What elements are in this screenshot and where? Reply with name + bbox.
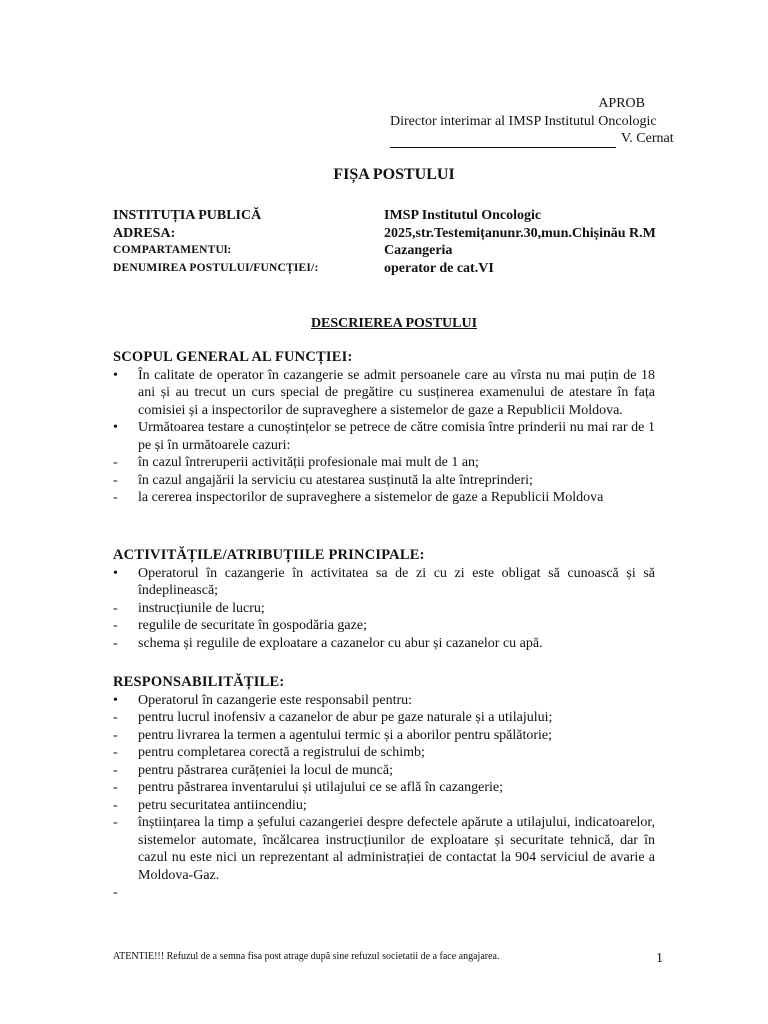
list-item [113,709,655,727]
list-item [113,884,655,902]
list-text [138,884,655,902]
list-marker: - [113,727,118,743]
list-item [113,814,655,884]
info-value: Cazangeria [384,243,453,258]
list-text: Operatorul în cazangerie este responsabil pentru: [138,692,413,708]
list-marker: - [113,472,118,488]
list-item [113,617,655,635]
list-text: pentru păstrarea curățeniei la locul de muncă; [138,762,393,778]
approval-signature-row [390,130,678,148]
list-marker: - [113,797,118,813]
section-responsibilities [113,674,655,902]
list-text: petru securitatea antiincendiu; [138,797,307,813]
section-activities [113,547,655,652]
list-item [113,600,655,618]
list-item [113,565,655,600]
info-value: IMSP Institutul Oncologic [384,208,542,223]
info-key: INSTITUȚIA PUBLICĂ [113,208,262,223]
list-item [113,744,655,762]
list-item [113,727,655,745]
approval-position: Director interimar al IMSP Institutul Oncologic [390,113,657,129]
list-item [113,635,655,653]
list-marker: • [113,565,118,581]
info-key: ADRESA: [113,225,176,241]
list-marker: • [113,420,118,435]
list-marker: - [113,885,118,900]
list-item [113,472,655,490]
list-text: în cazul întreruperii activității profesionale mai mult de 1 an; [138,455,479,470]
document-title: FIȘA POSTULUI [333,166,455,183]
list-text: la cererea inspectorilor de supraveghere a sistemelor de gaze a Republicii Moldova [138,490,604,505]
section-scope [113,349,655,507]
list-marker: - [113,618,118,633]
description-title: DESCRIEREA POSTULUI [310,316,478,331]
list-marker: - [113,745,118,760]
list-text: instrucțiunile de lucru; [138,600,265,616]
footer-warning: ATENTIE!!! Refuzul de a semna fisa post atrage după sine refuzul societatii de a face angajarea. [113,951,500,962]
list-text: pentru livrarea la termen a agentului termic și a aborilor pentru spălătorie; [138,727,552,743]
approval-label: APROB [598,96,645,111]
section-heading: ACTIVITĂȚILE/ATRIBUȚIILE PRINCIPALE: [113,547,425,563]
info-row [113,260,693,278]
list-marker: - [113,490,118,505]
list-marker: - [113,780,118,795]
list-item [113,367,655,420]
list-item [113,419,655,454]
list-text: Operatorul în cazangerie în activitatea sa de zi cu zi este obligat să cunoască și să îndeplinească; [138,565,655,598]
approval-block [390,95,678,148]
list-text: În calitate de operator în cazangerie se admit persoanele care au vîrsta nu mai puțin de 18 ani și au trecut un curs special de pregătire cu susținerea examenului de atestare în fața comisiei și a inspectorilor de supraveghere a sistemelor de gaze a Republicii Moldova. [138,367,655,418]
institution-info [113,207,693,277]
list-marker: - [113,815,118,830]
list-item [113,692,655,710]
section-heading: SCOPUL GENERAL AL FUNCȚIEI: [113,349,353,365]
list-marker: • [113,367,118,383]
list-marker: - [113,762,118,778]
page-footer [113,948,663,968]
info-row [113,225,693,243]
list-marker: - [113,710,118,725]
info-row [113,207,693,225]
list-item [113,779,655,797]
info-value: 2025,str.Testemițanunr.30,mun.Chișinău R.M [384,225,656,241]
list-marker: - [113,600,118,616]
list-text: pentru completarea corectă a registrului de schimb; [138,745,425,760]
info-key: COMPARTAMENTUl: [113,244,232,256]
list-text: schema și regulile de exploatare a cazanelor cu abur și cazanelor cu apă. [138,635,543,651]
list-marker: • [113,692,118,708]
list-item [113,762,655,780]
info-key: DENUMIREA POSTULUI/FUNCȚIEI/: [113,261,319,274]
list-text: înștiințarea la timp a șefului cazangeriei despre defectele apărute a utilajului, indicatoarelor, sistemelor automate, încălcarea instrucțiunilor de exploatare și securitate tehnică, dar în cazul nu este nici un reprezentant al administrației de contactat la 904 serviciul de avarie a Moldova-Gaz. [138,815,655,883]
approval-signature-name: V. Cernat [621,131,674,146]
section-heading: RESPONSABILITĂȚILE: [113,674,285,690]
info-row [113,242,693,260]
list-text: pentru lucrul inofensiv a cazanelor de abur pe gaze naturale și a utilajului; [138,710,553,725]
list-text: Următoarea testare a cunoștințelor se petrece de către comisia între prinderii nu mai rar de 1 pe și în următoarele cazuri: [138,420,655,453]
signature-line [390,133,616,148]
list-marker: - [113,455,118,470]
list-item [113,489,655,507]
list-text: regulile de securitate în gospodăria gaze; [138,618,367,633]
page-number: 1 [656,951,663,966]
list-item [113,454,655,472]
list-text: pentru păstrarea inventarului și utilajului ce se află în cazangerie; [138,780,504,795]
info-value: operator de cat.VI [384,260,494,276]
list-marker: - [113,635,118,651]
list-item [113,797,655,815]
list-text: în cazul angajării la serviciu cu atestarea susținută la alte întreprinderi; [138,472,533,488]
